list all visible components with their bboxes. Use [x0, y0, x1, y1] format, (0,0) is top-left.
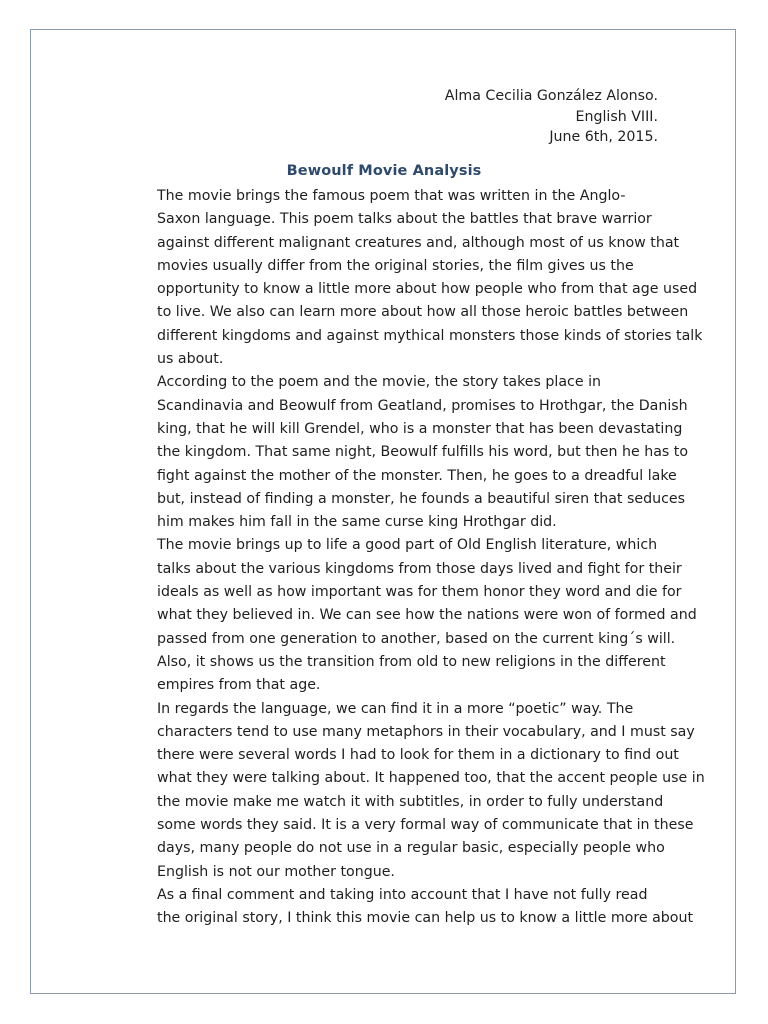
paragraph-line: fight against the mother of the monster. Then, he goes to a dreadful lake [157, 467, 677, 484]
document-header [445, 86, 658, 148]
paragraph-line: king, that he will kill Grendel, who is a monster that has been devastating [157, 420, 683, 437]
paragraph-line: English is not our mother tongue. [157, 863, 395, 880]
paragraph-1 [110, 185, 703, 371]
paragraph-line: there were several words I had to look for them in a dictionary to find out [157, 747, 679, 764]
paragraph-line: characters tend to use many metaphors in their vocabulary, and I must say [157, 723, 695, 740]
paragraph-line: Scandinavia and Beowulf from Geatland, promises to Hrothgar, the Danish [157, 397, 688, 414]
author-name: Alma Cecilia González Alonso. [444, 88, 658, 104]
paragraph-line: what they were talking about. It happened too, that the accent people use in [157, 770, 705, 787]
paragraph-line: the kingdom. That same night, Beowulf fulfills his word, but then he has to [157, 444, 689, 461]
paragraph-line: The movie brings up to life a good part of Old English literature, which [157, 537, 658, 554]
paragraph-line: days, many people do not use in a regular basic, especially people who [157, 840, 665, 857]
paragraph-line: us about. [157, 351, 224, 368]
paragraph-line: ideals as well as how important was for them honor they word and die for [157, 584, 682, 601]
paragraph-line: to live. We also can learn more about how all those heroic battles between [157, 304, 689, 321]
paragraph-line: what they believed in. We can see how the nations were won of formed and [157, 607, 697, 624]
paragraph-line: some words they said. It is a very formal way of communicate that in these [157, 817, 694, 834]
paragraph-line: against different malignant creatures and, although most of us know that [157, 234, 680, 251]
paragraph-line: talks about the various kingdoms from those days lived and fight for their [157, 560, 682, 577]
paragraph-line: As a final comment and taking into account that I have not fully read [157, 886, 648, 903]
paragraph-5 [110, 884, 694, 931]
paragraph-line: the movie make me watch it with subtitles, in order to fully understand [157, 793, 664, 810]
paragraph-line: different kingdoms and against mythical monsters those kinds of stories talk [157, 327, 703, 344]
document-title: Bewoulf Movie Analysis [286, 163, 482, 179]
paragraph-line: The movie brings the famous poem that was written in the Anglo- [157, 188, 626, 204]
paragraph-line: In regards the language, we can find it in a more “poetic” way. The [157, 700, 634, 717]
paragraph-2 [110, 371, 689, 534]
course-name: English VIII. [575, 108, 658, 125]
paragraph-4 [110, 698, 705, 884]
paragraph-line: but, instead of finding a monster, he founds a beautiful siren that seduces [157, 490, 686, 507]
document-body [110, 185, 705, 931]
paragraph-3 [110, 534, 697, 697]
paragraph-line: empires from that age. [157, 677, 321, 694]
paragraph-line: According to the poem and the movie, the story takes place in [157, 374, 602, 391]
paragraph-line: opportunity to know a little more about how people who from that age used [157, 281, 698, 298]
paragraph-line: the original story, I think this movie can help us to know a little more about [157, 910, 694, 927]
paragraph-line: Saxon language. This poem talks about the battles that brave warrior [157, 211, 652, 228]
paragraph-line: passed from one generation to another, based on the current king´s will. [157, 630, 676, 647]
paragraph-line: movies usually differ from the original stories, the film gives us the [157, 257, 634, 274]
document-date: June 6th, 2015. [549, 129, 658, 145]
paragraph-line: him makes him fall in the same curse king Hrothgar did. [157, 514, 557, 531]
paragraph-line: Also, it shows us the transition from old to new religions in the different [157, 653, 666, 670]
